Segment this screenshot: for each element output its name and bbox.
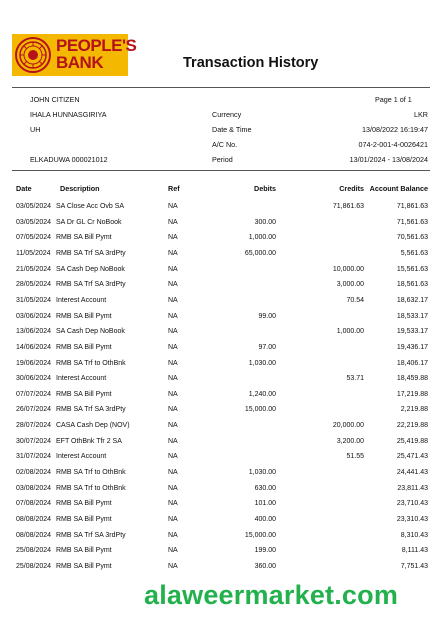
row-description: RMB SA Trf to OthBnk [56,484,126,492]
row-date: 21/05/2024 [16,265,52,273]
table-row [0,563,442,575]
row-description: RMB SA Trf SA 3rdPty [56,249,126,257]
period-label: Period [212,155,233,164]
row-debit: 199.00 [254,547,276,555]
row-credit: 53.71 [346,375,364,383]
row-date: 19/06/2024 [16,359,52,367]
row-balance: 70,561.63 [396,234,428,242]
row-ref: NA [168,390,178,398]
row-credit: 3,200.00 [336,437,364,445]
branch-info: ELKADUWA 000021012 [30,155,108,164]
row-date: 03/05/2024 [16,218,52,226]
row-debit: 1,240.00 [248,390,276,398]
row-credit: 3,000.00 [336,281,364,289]
account-label: A/C No. [212,140,238,149]
row-balance: 25,419.88 [396,437,428,445]
header-divider [12,87,430,88]
row-description: SA Cash Dep NoBook [56,265,125,273]
row-debit: 1,030.00 [248,469,276,477]
table-row [0,453,442,465]
row-balance: 25,471.43 [396,453,428,461]
row-credit: 20,000.00 [332,422,364,430]
row-debit: 300.00 [254,218,276,226]
row-credit: 71,861.63 [332,203,364,210]
row-ref: NA [168,484,178,492]
row-debit: 65,000.00 [244,249,276,257]
table-row [0,516,442,528]
row-balance: 18,632.17 [396,296,428,304]
page-label: Page 1 of [375,95,406,104]
row-description: RMB SA Bill Pymt [56,562,112,570]
row-description: SA Cash Dep NoBook [56,328,125,336]
row-date: 26/07/2024 [16,406,52,414]
row-credit: 1,000.00 [336,328,364,336]
row-credit: 51.55 [346,453,364,461]
row-debit: 360.00 [254,562,276,570]
table-row [0,547,442,559]
table-row [0,532,442,544]
table-row [0,360,442,372]
row-balance: 71,861.63 [396,203,428,210]
row-date: 02/08/2024 [16,469,52,477]
row-description: RMB SA Trf to OthBnk [56,469,126,477]
page-title: Transaction History [183,55,319,71]
row-ref: NA [168,328,178,336]
table-row [0,313,442,325]
table-row [0,266,442,278]
row-description: RMB SA Trf SA 3rdPty [56,406,126,414]
row-ref: NA [168,547,178,555]
row-date: 08/08/2024 [16,516,52,523]
watermark-text: alaweermarket.com [144,580,399,610]
row-ref: NA [168,312,178,320]
header-date: Date [16,184,32,193]
row-ref: NA [168,406,178,414]
row-debit: 1,030.00 [248,359,276,367]
row-description: CASA Cash Dep (NOV) [56,422,130,430]
table-row [0,422,442,434]
row-balance: 17,219.88 [396,390,428,398]
row-ref: NA [168,359,178,367]
row-date: 03/08/2024 [16,484,52,492]
table-row [0,391,442,403]
row-ref: NA [168,453,178,461]
table-row [0,469,442,481]
row-ref: NA [168,265,178,273]
row-credit: 10,000.00 [332,265,364,273]
row-description: Interest Account [56,296,107,304]
row-balance: 23,710.43 [396,500,428,508]
row-date: 11/05/2024 [16,249,51,257]
datetime-value: 13/08/2022 16:19:47 [362,125,428,134]
bank-logo [12,34,137,76]
row-ref: NA [168,531,178,539]
row-ref: NA [168,343,178,351]
row-ref: NA [168,234,178,242]
table-row [0,406,442,418]
row-date: 03/05/2024 [16,203,52,210]
row-balance: 2,219.88 [400,406,428,414]
row-description: RMB SA Bill Pymt [56,516,112,523]
row-balance: 23,811.43 [397,484,428,492]
meta-divider [12,170,430,171]
table-row [0,344,442,356]
bank-name-line1: PEOPLE'S [56,36,137,55]
row-balance: 5,561.63 [400,249,428,257]
row-debit: 15,000.00 [244,531,276,539]
row-date: 07/05/2024 [16,234,52,242]
row-description: SA Dr GL Cr NoBook [56,218,122,226]
row-description: RMB SA Bill Pymt [56,390,112,398]
row-date: 31/07/2024 [16,453,52,461]
row-debit: 97.00 [258,343,276,351]
row-description: RMB SA Bill Pymt [56,500,112,508]
row-ref: NA [168,218,178,226]
datetime-label: Date & Time [212,125,252,134]
row-ref: NA [168,375,178,383]
row-balance: 18,533.17 [396,312,428,320]
row-description: RMB SA Trf to OthBnk [56,359,126,367]
row-balance: 15,561.63 [396,265,428,273]
row-description: SA Close Acc Ovb SA [56,203,125,210]
row-date: 25/08/2024 [16,547,52,555]
customer-address-line2: UH [30,125,41,134]
period-value: 13/01/2024 - 13/08/2024 [349,155,428,164]
table-row [0,281,442,293]
row-description: Interest Account [56,375,107,383]
row-description: RMB SA Trf SA 3rdPty [56,281,126,289]
row-ref: NA [168,469,178,477]
row-date: 08/08/2024 [16,531,52,539]
row-date: 07/08/2024 [16,500,52,508]
bank-name-line2: BANK [56,53,104,72]
row-date: 30/06/2024 [16,375,52,383]
row-date: 25/08/2024 [16,562,52,570]
row-balance: 18,459.88 [396,375,428,383]
row-date: 13/06/2024 [16,328,52,336]
table-row [0,485,442,497]
row-ref: NA [168,562,178,570]
row-balance: 19,533.17 [396,328,428,336]
page-number [375,95,412,104]
row-debit: 101.00 [254,500,276,508]
table-row [0,438,442,450]
header-balance: Account Balance [369,184,428,193]
row-ref: NA [168,281,178,289]
row-description: Interest Account [56,453,107,461]
row-balance: 8,111.43 [401,547,428,555]
row-ref: NA [168,516,178,523]
row-balance: 71,561.63 [396,218,428,226]
row-balance: 8,310.43 [400,531,428,539]
table-row [0,219,442,231]
row-debit: 400.00 [254,516,276,523]
row-description: RMB SA Bill Pymt [56,547,112,555]
table-row [0,203,442,215]
row-ref: NA [168,500,178,508]
row-description: RMB SA Bill Pymt [56,343,112,351]
table-row [0,375,442,387]
row-debit: 630.00 [254,484,276,492]
row-date: 03/06/2024 [16,312,52,320]
currency-label: Currency [212,110,242,119]
row-debit: 15,000.00 [244,406,276,414]
bank-seal-icon [15,37,51,73]
currency-value: LKR [414,110,428,119]
customer-name: JOHN CITIZEN [30,95,80,104]
row-description: RMB SA Bill Pymt [56,234,112,242]
row-balance: 23,310.43 [396,516,428,523]
table-row [0,500,442,512]
row-date: 30/07/2024 [16,437,52,445]
row-date: 31/05/2024 [16,296,52,304]
table-row [0,250,442,262]
row-description: RMB SA Trf SA 3rdPty [56,531,126,539]
row-debit: 1,000.00 [248,234,276,242]
row-balance: 18,561.63 [396,281,428,289]
row-date: 07/07/2024 [16,390,52,398]
row-balance: 18,406.17 [396,359,428,367]
row-description: EFT OthBnk Tfr 2 SA [56,437,122,445]
row-balance: 19,436.17 [396,343,428,351]
table-row [0,234,442,246]
row-date: 28/07/2024 [16,422,52,430]
row-ref: NA [168,422,178,430]
table-row [0,328,442,340]
bank-name [56,37,136,71]
row-balance: 22,219.88 [396,422,428,430]
row-date: 28/05/2024 [16,281,52,289]
row-ref: NA [168,249,178,257]
header-debits: Debits [254,184,276,193]
row-ref: NA [168,296,178,304]
row-ref: NA [168,203,178,210]
row-ref: NA [168,437,178,445]
row-description: RMB SA Bill Pymt [56,312,112,320]
row-debit: 99.00 [258,312,276,320]
account-value: 074-2-001-4-0026421 [358,140,428,149]
header-credits: Credits [339,184,364,193]
header-description: Description [60,184,100,193]
row-balance: 7,751.43 [400,562,428,570]
header-ref: Ref [168,184,180,193]
table-row [0,297,442,309]
row-credit: 70.54 [346,296,364,304]
customer-address-line1: IHALA HUNNASGIRIYA [30,110,107,119]
page-total: 1 [407,95,412,104]
row-date: 14/06/2024 [16,343,52,351]
row-balance: 24,441.43 [396,469,428,477]
